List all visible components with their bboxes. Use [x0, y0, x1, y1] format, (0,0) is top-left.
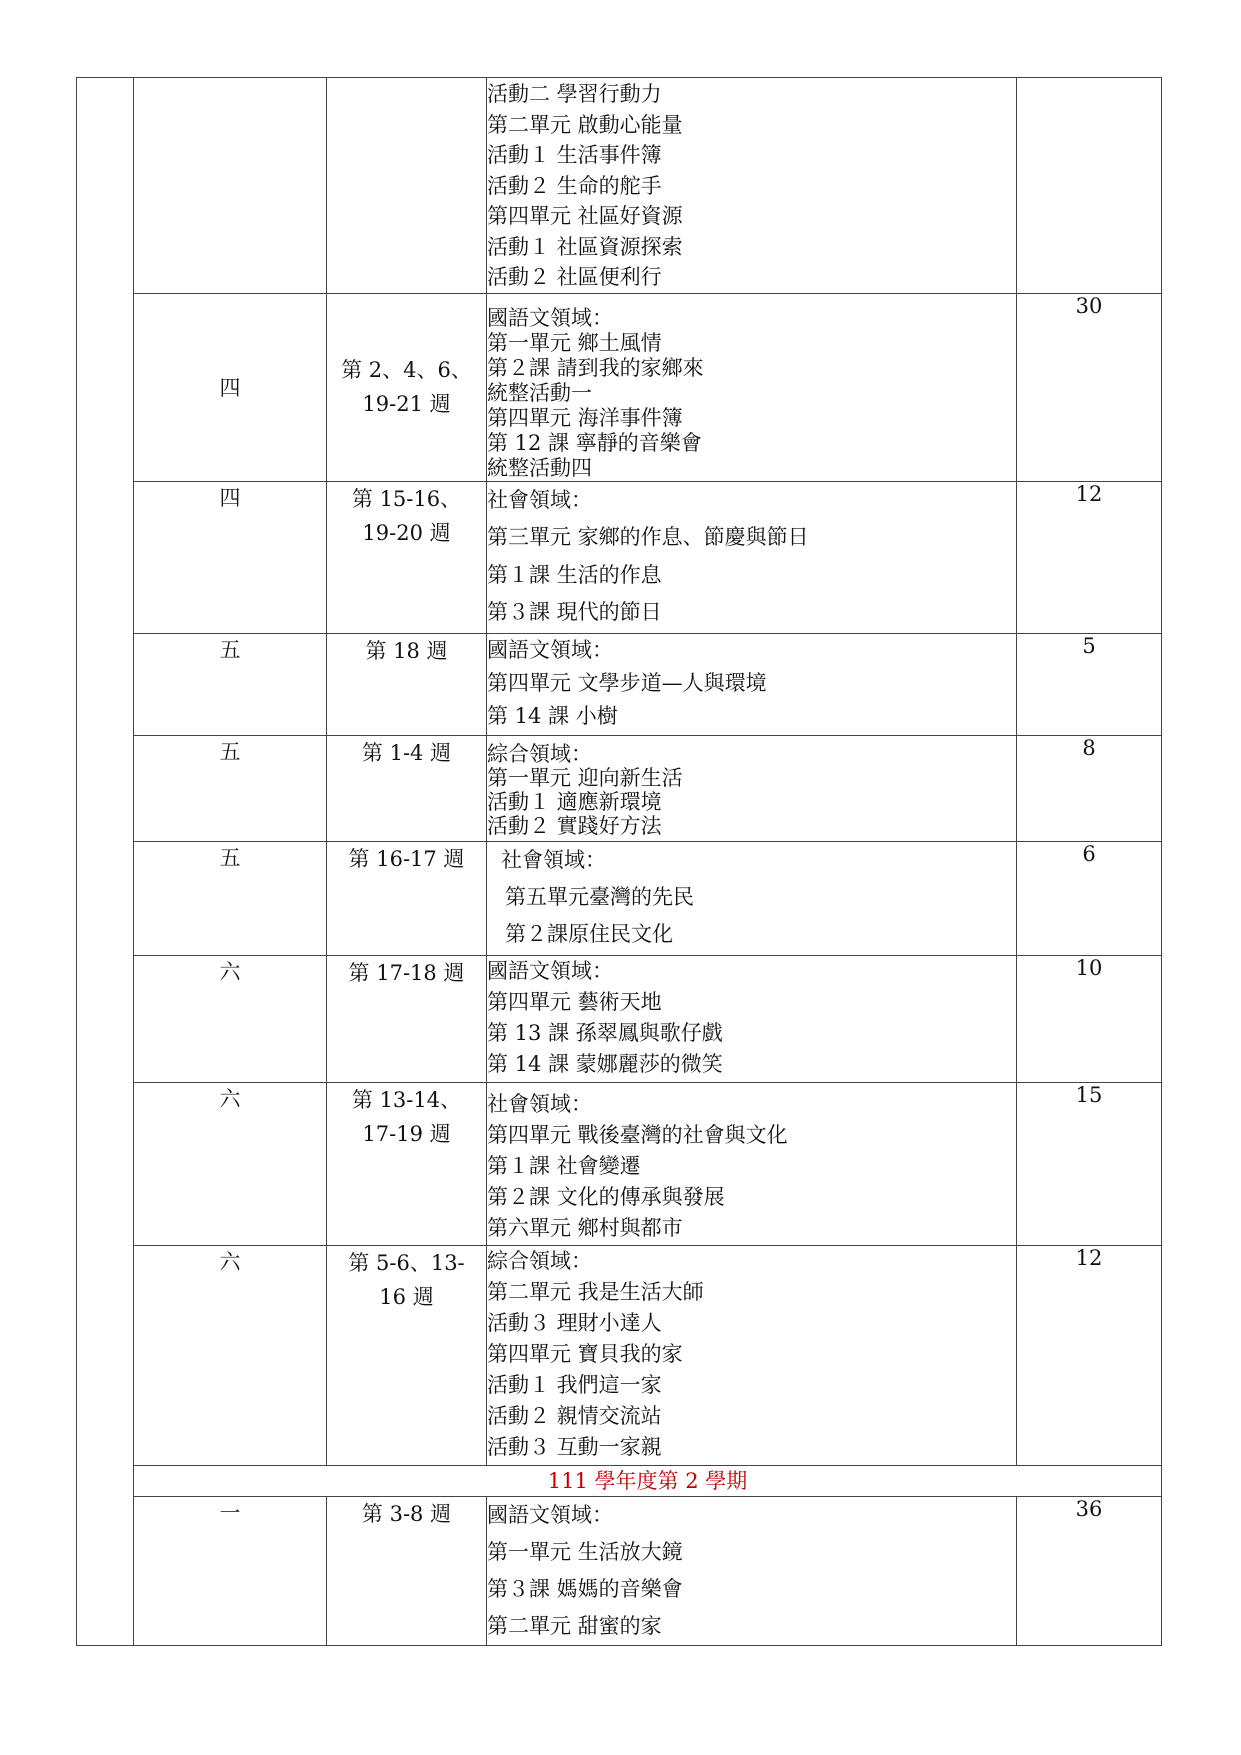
content-line: 第１課 社會變遷 [487, 1153, 641, 1178]
semester-row [77, 1465, 1162, 1496]
content-line: 活動１ 生活事件簿 [487, 143, 662, 167]
hours-cell: 8 [1017, 735, 1162, 841]
content-line: 綜合領域： [487, 741, 592, 766]
table-row [77, 78, 1162, 294]
content-line: 第四單元 文學步道—人與環境 [487, 670, 767, 695]
content-cell [487, 293, 1017, 481]
margin-column [77, 78, 134, 1646]
table-row [77, 481, 1162, 633]
grade-text: 四 [219, 376, 241, 400]
weeks-text: 第 2、4、6、19-21 週 [341, 358, 472, 416]
table-row [77, 1082, 1162, 1245]
content-line: 第四單元 社區好資源 [487, 204, 683, 228]
content-line: 統整活動四 [487, 455, 592, 480]
hours-cell: 15 [1017, 1082, 1162, 1245]
content-line: 第一單元 生活放大鏡 [487, 1539, 683, 1564]
content-line: 第四單元 藝術天地 [487, 989, 662, 1014]
content-line: 統整活動一 [487, 380, 592, 405]
content-cell [487, 1082, 1017, 1245]
hours-cell: 36 [1017, 1496, 1162, 1645]
hours-cell [1017, 78, 1162, 294]
content-line: 第 14 課 蒙娜麗莎的微笑 [487, 1051, 723, 1076]
content-line: 活動２ 實踐好方法 [487, 813, 662, 838]
hours-cell: 10 [1017, 955, 1162, 1082]
content-line: 國語文領域： [487, 305, 613, 330]
content-cell [487, 735, 1017, 841]
content-line: 第 14 課 小樹 [487, 703, 618, 728]
table-row [77, 293, 1162, 481]
content-line: 第一單元 鄉土風情 [487, 330, 662, 355]
table-row [77, 1496, 1162, 1645]
content-line: 國語文領域： [487, 958, 613, 983]
content-line: 綜合領域： [487, 1248, 592, 1273]
weeks-cell: 第 5-6、13-16 週 [327, 1245, 487, 1465]
table-row [77, 955, 1162, 1082]
content-line: 活動２ 親情交流站 [487, 1403, 662, 1428]
content-line: 第３課 現代的節日 [487, 600, 662, 624]
content-line: 第四單元 戰後臺灣的社會與文化 [487, 1122, 788, 1147]
weeks-cell: 第 18 週 [327, 633, 487, 735]
table-row [77, 841, 1162, 955]
hours-cell: 30 [1017, 293, 1162, 481]
content-line: 第二單元 甜蜜的家 [487, 1613, 662, 1638]
weeks-cell: 第 15-16、19-20 週 [327, 481, 487, 633]
table-row [77, 633, 1162, 735]
content-line: 國語文領域： [487, 637, 613, 662]
content-cell [487, 955, 1017, 1082]
content-line: 活動３ 理財小達人 [487, 1310, 662, 1335]
content-line: 第３課 媽媽的音樂會 [487, 1576, 683, 1601]
table-row [77, 735, 1162, 841]
content-line: 第１課 生活的作息 [487, 562, 662, 587]
content-line: 活動１ 我們這一家 [487, 1372, 662, 1397]
grade-cell: 六 [134, 1245, 327, 1465]
content-cell [487, 633, 1017, 735]
content-line: 第四單元 寶貝我的家 [487, 1341, 683, 1366]
grade-cell [134, 78, 327, 294]
weeks-cell: 第 16-17 週 [327, 841, 487, 955]
content-cell [487, 1245, 1017, 1465]
weeks-cell: 第 3-8 週 [327, 1496, 487, 1645]
content-cell [487, 481, 1017, 633]
content-line: 第五單元臺灣的先民 [505, 884, 694, 909]
hours-cell: 5 [1017, 633, 1162, 735]
content-line: 活動１ 適應新環境 [487, 789, 662, 814]
content-cell [487, 1496, 1017, 1645]
content-line: 活動３ 互動一家親 [487, 1434, 662, 1459]
table-row [77, 1245, 1162, 1465]
content-line: 第２課原住民文化 [505, 921, 673, 946]
semester-title: 111 學年度第 2 學期 [134, 1465, 1162, 1496]
content-line: 社會領域： [487, 1091, 592, 1116]
content-line: 活動２ 生命的舵手 [487, 173, 662, 198]
content-line: 社會領域： [501, 847, 606, 872]
grade-cell: 一 [134, 1496, 327, 1645]
content-line: 第三單元 家鄉的作息、節慶與節日 [487, 525, 809, 549]
content-line: 第 13 課 孫翠鳳與歌仔戲 [487, 1020, 723, 1045]
content-line: 第四單元 海洋事件簿 [487, 405, 683, 430]
content-line: 第２課 請到我的家鄉來 [487, 355, 704, 380]
content-line: 活動二 學習行動力 [487, 82, 662, 106]
weeks-cell: 第 17-18 週 [327, 955, 487, 1082]
content-cell [487, 841, 1017, 955]
content-line: 第 12 課 寧靜的音樂會 [487, 430, 702, 455]
hours-cell: 6 [1017, 841, 1162, 955]
grade-cell: 五 [134, 735, 327, 841]
grade-cell: 六 [134, 955, 327, 1082]
weeks-cell: 第 1-4 週 [327, 735, 487, 841]
hours-cell: 12 [1017, 1245, 1162, 1465]
content-line: 社會領域： [487, 487, 592, 512]
content-line: 第二單元 我是生活大師 [487, 1279, 704, 1304]
grade-cell: 五 [134, 841, 327, 955]
content-line: 第一單元 迎向新生活 [487, 765, 683, 790]
content-line: 活動１ 社區資源探索 [487, 234, 683, 259]
weeks-cell [327, 78, 487, 294]
content-line: 第２課 文化的傳承與發展 [487, 1184, 725, 1209]
content-line: 國語文領域： [487, 1502, 613, 1527]
content-line: 活動２ 社區便利行 [487, 265, 662, 289]
grade-cell: 四 [134, 481, 327, 633]
curriculum-table [76, 77, 1162, 1646]
grade-cell: 五 [134, 633, 327, 735]
hours-cell: 12 [1017, 481, 1162, 633]
content-line: 第六單元 鄉村與都市 [487, 1215, 683, 1240]
content-cell [487, 78, 1017, 294]
grade-cell [134, 293, 327, 481]
content-line: 第二單元 啟動心能量 [487, 112, 683, 137]
weeks-cell: 第 13-14、17-19 週 [327, 1082, 487, 1245]
weeks-cell [327, 293, 487, 481]
grade-cell: 六 [134, 1082, 327, 1245]
